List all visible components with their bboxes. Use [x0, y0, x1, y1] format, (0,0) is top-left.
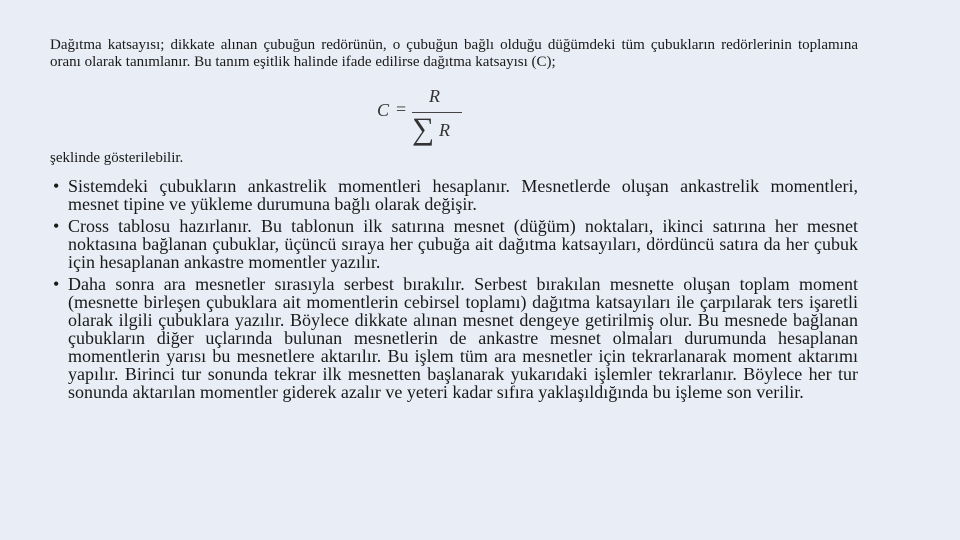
- bullet-dot: •: [53, 274, 60, 294]
- formula-lhs: C: [377, 100, 390, 120]
- bullet-item: [50, 177, 858, 213]
- bullet-dot: •: [53, 216, 60, 236]
- bullet-text: Daha sonra ara mesnetler sırasıyla serbest bırakılır. Serbest bırakılan mesnette oluşan toplam moment (mesnette birleşen çubuklara ait momentlerin cebirsel toplamı) dağıtma katsayıları ile çarpılarak ters işaretli olarak ilgili çubuklara yazılır. Böylece dikkate alınan mesnet dengeye getirilmiş olur. Bu mesnede bağlanan çubukların diğer uçlarında bulunan mesnetlerin de ankastre mesnet olmaları durumunda hesaplanan momentlerin yarısı bu mesnetlere aktarılır. Bu işlem tüm ara mesnetler için tekrarlanarak moment aktarımı yapılır. Birinci tur sonunda tekrar ilk mesnetten başlanarak yukarıdaki işlemler tekrarlanır. Böylece her tur sonunda aktarılan momentler giderek azalır ve yeteri kadar sıfıra yaklaşıldığında bu işleme son verilir.: [68, 274, 858, 402]
- bullet-list: [50, 177, 858, 405]
- bullet-item: [50, 275, 858, 401]
- bullet-dot: •: [53, 176, 60, 196]
- formula-equals: =: [396, 99, 407, 119]
- intro-paragraph: Dağıtma katsayısı; dikkate alınan çubuğun redörünün, o çubuğun bağlı olduğu düğümdeki tüm çubukların redörlerinin toplamına oranı olarak tanımlanır. Bu tanım eşitlik halinde ifade edilirse dağıtma katsayısı (C);: [50, 37, 858, 70]
- bullet-text: Sistemdeki çubukların ankastrelik momentleri hesaplanır. Mesnetlerde oluşan ankastrelik momentleri, mesnet tipine ve yükleme durumuna bağlı olarak değişir.: [68, 176, 858, 214]
- formula-sigma: ∑: [412, 111, 435, 146]
- formula-caption: şeklinde gösterilebilir.: [50, 150, 184, 166]
- formula-numerator: R: [429, 86, 440, 106]
- distribution-coefficient-formula: [376, 86, 466, 148]
- bullet-text: Cross tablosu hazırlanır. Bu tablonun ilk satırına mesnet (düğüm) noktaları, ikinci satırına her mesnet noktasına bağlanan çubuklar, üçüncü sıraya her çubuğa ait dağıtma katsayıları, dördüncü satıra da her çubuk için hesaplanan ankastre momentler yazılır.: [68, 216, 858, 272]
- formula-denominator: R: [439, 120, 450, 140]
- bullet-item: [50, 217, 858, 271]
